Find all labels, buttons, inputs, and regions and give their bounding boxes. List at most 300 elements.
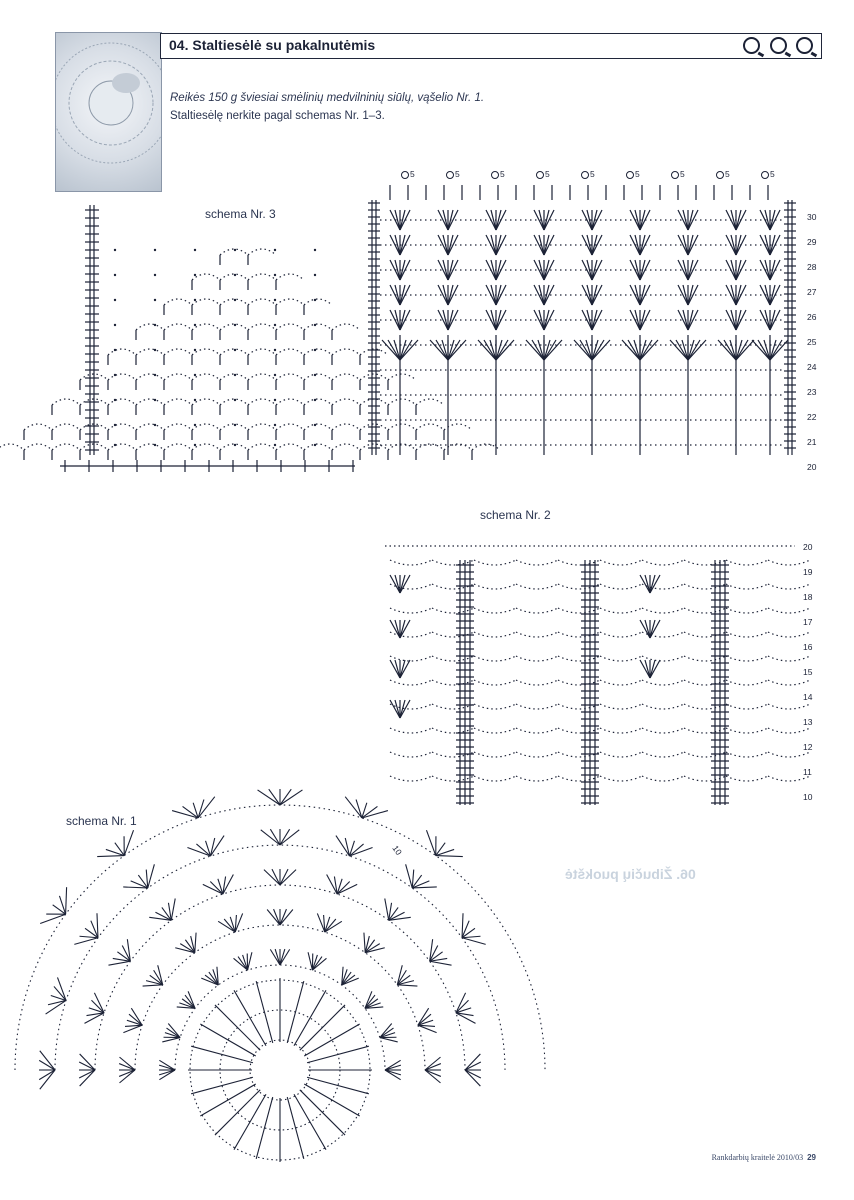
chain-dot [194,374,196,376]
chain-arc [642,776,684,781]
chain-arc [516,704,558,709]
chain-arc [136,424,164,430]
fan-stitch [364,933,365,953]
chain-arc [136,399,164,405]
fan-stitch [280,789,291,805]
chain-dot [274,399,276,401]
fan-stitch [770,340,782,360]
chain-arc [192,274,220,280]
schema-1-chart [40,800,500,1160]
fan-stitch [385,1070,401,1080]
chain-arc [642,728,684,733]
hook-icon [796,37,813,54]
chain-dot [114,444,116,446]
row-number: 27 [807,287,817,297]
fan-stitch [57,977,66,1000]
fan-stitch [380,1038,398,1042]
chain-arc [768,680,810,685]
chain-dot [154,349,156,351]
chain-arc [248,349,276,355]
chain-arc [726,632,768,637]
row-number: 22 [807,412,817,422]
chain-arc [516,584,558,589]
picot-mark [717,172,724,179]
fan-stitch [172,811,198,818]
chain-arc [474,728,516,733]
fan-stitch [270,949,280,965]
title-bar [160,33,822,59]
row-number: 30 [807,212,817,222]
chain-arc [600,632,642,637]
chain-arc [276,374,304,380]
picot-count: 5 [590,169,595,179]
tulip-stitch [400,620,410,638]
chain-arc [248,399,276,405]
chain-arc [304,399,332,405]
chain-dot [234,274,236,276]
chain-arc [768,728,810,733]
chain-arc [600,560,642,565]
fan-stitch [119,1070,135,1076]
chain-dot [114,424,116,426]
chain-arc [432,632,474,637]
fan-stitch [280,949,290,965]
schema-1-label: schema Nr. 1 [66,814,137,828]
chain-arc [164,299,192,305]
chain-arc [332,324,360,330]
chain-arc [432,656,474,661]
chain-arc [276,324,304,330]
fan-stitch [350,847,373,856]
chain-arc [248,299,276,305]
chain-dot [274,324,276,326]
chain-arc [768,656,810,661]
picot-count: 5 [500,169,505,179]
fan-stitch [274,909,280,925]
fan-stitch [628,340,640,360]
fan-stitch [159,1060,175,1070]
chain-dot [314,249,316,251]
picot-count: 5 [545,169,550,179]
fan-stitch [724,340,736,360]
chain-dot [234,374,236,376]
fan-stitch [40,1051,55,1070]
fan-stitch [120,1057,135,1070]
chain-arc [432,728,474,733]
picot-count: 5 [770,169,775,179]
chain-arc [136,349,164,355]
fan-stitch [462,936,480,937]
chain-dot [234,249,236,251]
picot-count: 5 [410,169,415,179]
fan-stitch [412,887,437,888]
chain-arc [164,399,192,405]
picot-mark [447,172,454,179]
chain-arc [642,752,684,757]
chain-arc [164,349,192,355]
fan-stitch [79,1070,95,1078]
chain-arc [516,728,558,733]
chain-arc [390,680,432,685]
picot-mark [492,172,499,179]
fan-stitch [40,1070,55,1089]
chain-arc [600,776,642,781]
chain-arc [558,656,600,661]
chain-arc [516,632,558,637]
chain-arc [600,680,642,685]
tulip-stitch [650,620,655,638]
fan-stitch [758,340,770,360]
fan-stitch [425,1070,441,1076]
tulip-stitch [395,700,400,718]
chain-arc [390,608,432,613]
row-number: 12 [803,742,813,752]
fan-stitch [162,1038,180,1042]
picot-mark [582,172,589,179]
fan-stitch [496,340,508,360]
fan-stitch [280,949,285,965]
tulip-stitch [400,660,405,678]
fan-stitch [275,949,280,965]
chain-arc [432,752,474,757]
chain-arc [304,349,332,355]
fan-stitch [39,1070,55,1080]
fan-stitch [532,340,544,360]
chain-arc [332,349,360,355]
chain-arc [726,608,768,613]
chain-arc [164,374,192,380]
fan-stitch [270,829,280,845]
instructions-text: Staltiesėlę nerkite pagal schemas Nr. 1–3. [170,110,385,122]
doily-photo [55,32,162,192]
chain-arc [516,608,558,613]
chain-arc [516,560,558,565]
row-number: 10 [803,792,813,802]
fan-stitch [79,1062,95,1070]
fan-stitch [400,340,412,360]
chain-dot [194,299,196,301]
fan-stitch [39,1060,55,1070]
fan-stitch [108,961,130,965]
fan-stitch [143,985,163,986]
chain-arc [304,444,332,450]
chain-arc [108,349,136,355]
chain-arc [768,584,810,589]
tulip-stitch [650,660,655,678]
chain-dot [154,249,156,251]
tulip-stitch [395,575,400,593]
chain-arc [248,324,276,330]
chain-arc [474,656,516,661]
chain-arc [332,399,360,405]
chain-dot [274,349,276,351]
page-footer [712,1153,816,1162]
chain-arc [192,299,220,305]
chain-dot [154,374,156,376]
fan-stitch [280,869,288,885]
fan-stitch [462,913,463,938]
chain-arc [600,704,642,709]
fan-stitch [74,938,98,945]
chain-arc [432,560,474,565]
chain-arc [332,374,360,380]
chain-arc [248,424,276,430]
materials-text: Reikės 150 g šviesiai smėlinių medvilninių siūlų, vąšelio Nr. 1. [170,92,485,104]
chain-dot [114,249,116,251]
chain-dot [314,349,316,351]
chain-dot [154,324,156,326]
chain-arc [642,656,684,661]
schema-2-chart [375,520,825,810]
chain-arc [390,656,432,661]
fan-stitch [198,799,204,817]
fan-stitch [159,1070,175,1080]
magazine-name: Rankdarbių kraitelė 2010/03 [711,1153,804,1162]
chain-arc [192,444,220,450]
chain-arc [390,752,432,757]
difficulty-rating [738,37,813,55]
chain-arc [164,424,192,430]
chain-dot [114,299,116,301]
chain-arc [248,444,276,450]
fan-stitch [345,797,362,818]
fan-stitch [269,789,280,805]
schema-3-right-chart [360,165,817,485]
chain-dot [154,444,156,446]
radial-post [300,1090,345,1135]
hook-icon [770,37,787,54]
fan-stitch [356,799,362,817]
fan-stitch [80,936,98,937]
tulip-stitch [650,660,660,678]
row-number: 26 [807,312,817,322]
fan-stitch [119,1064,135,1070]
row-number: 13 [803,717,813,727]
chain-arc [276,399,304,405]
chain-arc [192,349,220,355]
fan-stitch [465,1070,480,1086]
chain-arc [516,680,558,685]
row-number: 24 [807,362,817,372]
tulip-stitch [400,575,410,593]
picot-mark [537,172,544,179]
chain-arc [768,608,810,613]
tulip-stitch [645,620,650,638]
fan-stitch [195,933,196,953]
chain-arc [390,632,432,637]
doily-photo-art [56,33,161,191]
chain-arc [474,776,516,781]
row-number: 16 [803,642,813,652]
chain-dot [314,299,316,301]
tulip-stitch [395,620,400,638]
radial-post [300,1005,345,1050]
tulip-stitch [390,660,400,678]
chain-dot [114,374,116,376]
tulip-stitch [640,660,650,678]
tulip-stitch [400,660,410,678]
fan-stitch [187,847,210,856]
fan-stitch [308,952,312,970]
chain-dot [234,324,236,326]
tulip-stitch [395,660,400,678]
chain-arc [726,560,768,565]
chain-arc [516,656,558,661]
chain-dot [154,424,156,426]
chain-arc [276,349,304,355]
chain-arc [768,752,810,757]
fan-stitch [426,830,435,855]
fan-stitch [280,910,293,925]
chain-dot [114,349,116,351]
fan-stitch [425,1070,440,1083]
chain-arc [516,752,558,757]
hook-icon [743,37,760,54]
fan-stitch [385,1065,401,1070]
chain-arc [474,680,516,685]
fan-stitch [640,340,652,360]
chain-dot [154,274,156,276]
chain-arc [164,324,192,330]
chain-arc [474,704,516,709]
chain-dot [314,324,316,326]
chain-arc [768,704,810,709]
fan-stitch [80,1054,95,1070]
chain-arc [248,274,276,280]
radial-post [215,1090,260,1135]
fan-stitch [159,1070,175,1075]
fan-stitch [465,1070,481,1078]
chain-dot [274,444,276,446]
picot-mark [627,172,634,179]
chain-arc [108,399,136,405]
chain-dot [114,324,116,326]
chain-arc [432,776,474,781]
chain-arc [726,704,768,709]
row-number: 19 [803,567,813,577]
fan-stitch [736,340,748,360]
fan-stitch [388,340,400,360]
fan-stitch [412,870,413,888]
tulip-stitch [390,620,400,638]
chain-arc [726,680,768,685]
chain-arc [108,374,136,380]
fan-stitch [580,340,592,360]
chain-arc [642,704,684,709]
chain-dot [234,424,236,426]
fan-stitch [462,938,486,945]
chain-arc [516,776,558,781]
chain-arc [304,299,332,305]
fan-stitch [436,340,448,360]
chain-dot [274,249,276,251]
chain-arc [24,444,52,450]
fan-stitch [280,790,302,805]
chain-dot [234,444,236,446]
fan-stitch [80,1070,95,1086]
fan-stitch [280,830,299,845]
fan-stitch [362,811,388,818]
chain-dot [114,274,116,276]
radial-post [215,1005,260,1050]
chain-dot [314,424,316,426]
picot-count: 5 [635,169,640,179]
fan-stitch [272,869,280,885]
tulip-stitch [650,575,655,593]
chain-dot [274,424,276,426]
fan-stitch [66,887,67,914]
chain-arc [432,584,474,589]
picot-mark [762,172,769,179]
tulip-stitch [650,620,660,638]
chain-dot [314,274,316,276]
tulip-stitch [640,620,650,638]
tulip-stitch [390,575,400,593]
chain-arc [474,752,516,757]
chain-arc [276,299,304,305]
tulip-stitch [400,700,405,718]
chain-arc [642,560,684,565]
chain-dot [194,274,196,276]
tulip-stitch [400,620,405,638]
row-number: 21 [807,437,817,447]
fan-stitch [261,830,280,845]
fan-stitch [123,887,148,888]
chain-arc [304,424,332,430]
chain-arc [332,424,360,430]
chain-arc [474,632,516,637]
fan-stitch [264,870,280,885]
chain-arc [52,424,80,430]
chain-dot [314,399,316,401]
schema-1-row-label: 10 [390,843,404,857]
fan-stitch [430,961,452,965]
row-number: 18 [803,592,813,602]
chain-arc [558,752,600,757]
fan-stitch [397,985,417,986]
chain-dot [194,399,196,401]
chain-arc [600,584,642,589]
chain-arc [304,324,332,330]
fan-stitch [159,1065,175,1070]
picot-count: 5 [725,169,730,179]
fan-stitch [198,797,215,818]
schema-3-label: schema Nr. 3 [205,207,276,221]
chain-arc [136,324,164,330]
chain-arc [248,249,276,255]
fan-stitch [448,340,460,360]
fan-stitch [425,1057,440,1070]
row-number: 28 [807,262,817,272]
chain-dot [234,349,236,351]
fan-stitch [97,913,98,938]
chain-arc [474,584,516,589]
chain-arc [276,424,304,430]
chain-arc [304,374,332,380]
page-number: 29 [807,1153,816,1162]
fan-stitch [258,790,280,805]
chain-dot [194,424,196,426]
tulip-stitch [645,575,650,593]
chain-arc [276,274,304,280]
chain-arc [52,444,80,450]
chain-arc [192,324,220,330]
chain-arc [332,444,360,450]
fan-stitch [676,340,688,360]
chain-arc [52,399,80,405]
row-number: 29 [807,237,817,247]
chain-arc [642,608,684,613]
